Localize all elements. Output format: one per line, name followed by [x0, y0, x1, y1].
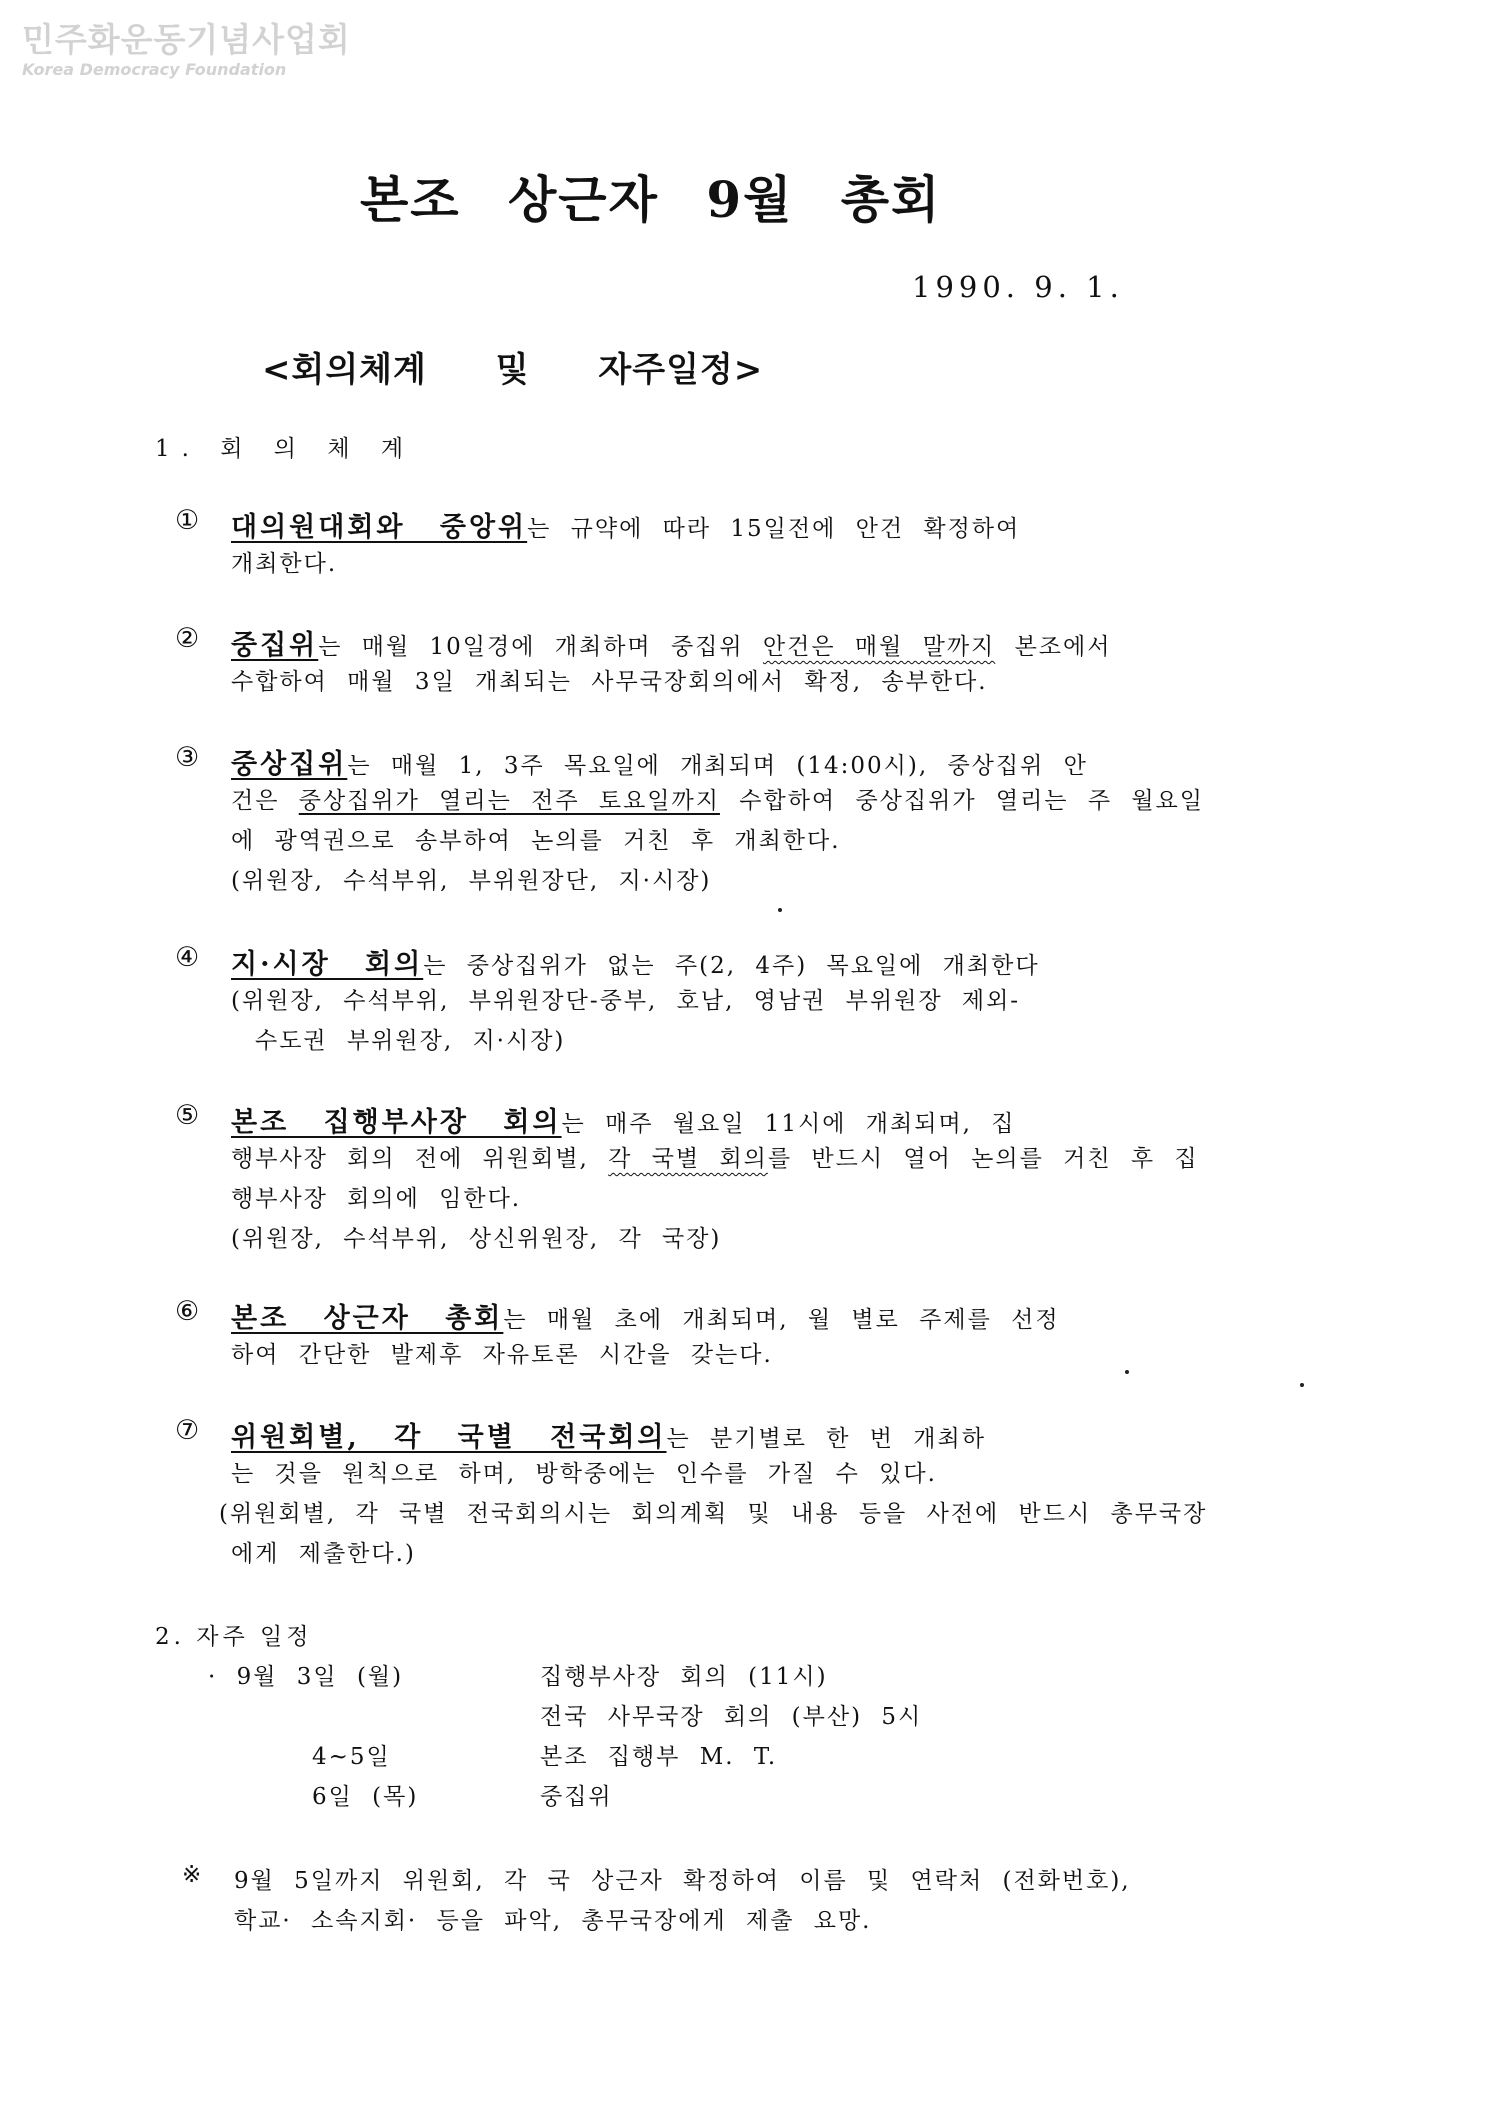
schedule-event: 전국 사무국장 회의 (부산) 5시 — [540, 1704, 923, 1730]
item-line: 하여 간단한 발제후 자유토론 시간을 갖는다. — [231, 1342, 773, 1368]
item-text: 는 매월 1, 3주 목요일에 개최되며 (14:00시), 중상집위 안 — [347, 753, 1088, 779]
document-title: 본조 상근자 9월 총회 — [360, 170, 942, 229]
item-line — [231, 1140, 1199, 1173]
item-lead: 본조 집행부사장 회의 — [231, 1107, 562, 1138]
item-line — [231, 505, 1020, 544]
note-marker: ※ — [182, 1862, 204, 1888]
watermark-english: Korea Democracy Foundation — [22, 60, 287, 79]
item-text: 행부사장 회의 전에 위원회별, — [231, 1146, 609, 1172]
item-line: 행부사장 회의에 임한다. — [231, 1186, 522, 1212]
schedule-date: · 9월 3일 (월) — [208, 1664, 404, 1690]
item-marker: ⑥ — [175, 1296, 200, 1327]
speck — [778, 908, 782, 912]
item-line — [231, 1296, 1060, 1335]
item-marker: ④ — [175, 942, 200, 973]
item-text: 는 매주 월요일 11시에 개최되며, 집 — [561, 1111, 1016, 1137]
item-lead: 대의원대회와 중앙위 — [231, 512, 528, 543]
item-line: (위원장, 수석부위, 부위원장단-중부, 호남, 영남권 부위원장 제외- — [231, 988, 1021, 1014]
item-line — [231, 623, 1111, 662]
item-text: 본조에서 — [995, 634, 1112, 660]
item-line: (위원장, 수석부위, 상신위원장, 각 국장) — [231, 1226, 722, 1252]
item-text: 는 중상집위가 없는 주(2, 4주) 목요일에 개최한다 — [423, 953, 1040, 979]
schedule-event: 본조 집행부 M. T. — [540, 1744, 778, 1770]
item-line — [231, 1100, 1016, 1139]
speck — [1125, 1370, 1129, 1374]
item-line: 에게 제출한다.) — [231, 1541, 416, 1567]
note-line: 9월 5일까지 위원회, 각 국 상근자 확정하여 이름 및 연락처 (전화번호), — [234, 1868, 1131, 1894]
schedule-event: 중집위 — [540, 1784, 613, 1810]
item-text: 수합하여 중상집위가 열리는 주 월요일 — [719, 788, 1204, 814]
item-text: 건은 — [231, 788, 299, 814]
speck — [1300, 1383, 1304, 1387]
item-text: 는 분기별로 한 번 개최하 — [666, 1426, 986, 1452]
section-1-heading: 1. 회 의 체 계 — [155, 436, 416, 462]
item-marker: ⑦ — [175, 1415, 200, 1446]
item-line: 수합하여 매월 3일 개최되는 사무국장회의에서 확정, 송부한다. — [231, 669, 988, 695]
item-line: 수도권 부위원장, 지·시장) — [255, 1028, 566, 1054]
item-lead: 중상집위 — [231, 749, 348, 780]
item-text-emphasis: 각 국별 회의 — [608, 1146, 768, 1172]
item-lead: 위원회별, 각 국별 전국회의 — [231, 1422, 667, 1453]
item-text: 는 매월 초에 개최되며, 월 별로 주제를 선정 — [503, 1307, 1060, 1333]
item-lead: 지·시장 회의 — [231, 949, 424, 980]
item-marker: ⑤ — [175, 1100, 200, 1131]
watermark-logo — [22, 20, 351, 80]
schedule-date: 4~5일 — [312, 1744, 391, 1770]
item-marker: ③ — [175, 742, 200, 773]
item-line: 는 것을 원칙으로 하며, 방학중에는 인수를 가질 수 있다. — [231, 1461, 937, 1487]
item-lead: 본조 상근자 총회 — [231, 1303, 504, 1334]
schedule-event: 집행부사장 회의 (11시) — [540, 1664, 828, 1690]
item-marker: ① — [175, 505, 200, 536]
item-text: 를 반드시 열어 논의를 거친 후 집 — [767, 1146, 1199, 1172]
item-line — [231, 782, 1204, 815]
item-line — [231, 942, 1040, 981]
item-marker: ② — [175, 623, 200, 654]
document-date: 1990. 9. 1. — [912, 270, 1124, 304]
watermark-korean: 민주화운동기념사업회 — [22, 20, 351, 59]
document-subtitle: <회의체계 및 자주일정> — [262, 350, 764, 390]
item-line: (위원장, 수석부위, 부위원장단, 지·시장) — [231, 868, 712, 894]
item-lead: 중집위 — [231, 630, 319, 661]
item-line — [231, 742, 1088, 781]
section-2-heading: 2. 자주 일정 — [155, 1624, 313, 1650]
item-line: (위원회별, 각 국별 전국회의시는 회의계획 및 내용 등을 사전에 반드시 총무국장 — [219, 1501, 1208, 1527]
item-line: 에 광역권으로 송부하여 논의를 거친 후 개최한다. — [231, 828, 841, 854]
note-line: 학교· 소속지회· 등을 파악, 총무국장에게 제출 요망. — [234, 1908, 872, 1934]
item-text-emphasis: 안건은 매월 말까지 — [762, 634, 996, 660]
item-text-emphasis: 중상집위가 열리는 전주 토요일까지 — [298, 788, 720, 814]
item-line — [231, 1415, 986, 1454]
item-text: 는 매월 10일경에 개최하며 중집위 — [318, 634, 763, 660]
schedule-date: 6일 (목) — [312, 1784, 419, 1810]
item-text: 는 규약에 따라 15일전에 안건 확정하여 — [527, 516, 1021, 542]
item-line: 개최한다. — [231, 551, 338, 577]
